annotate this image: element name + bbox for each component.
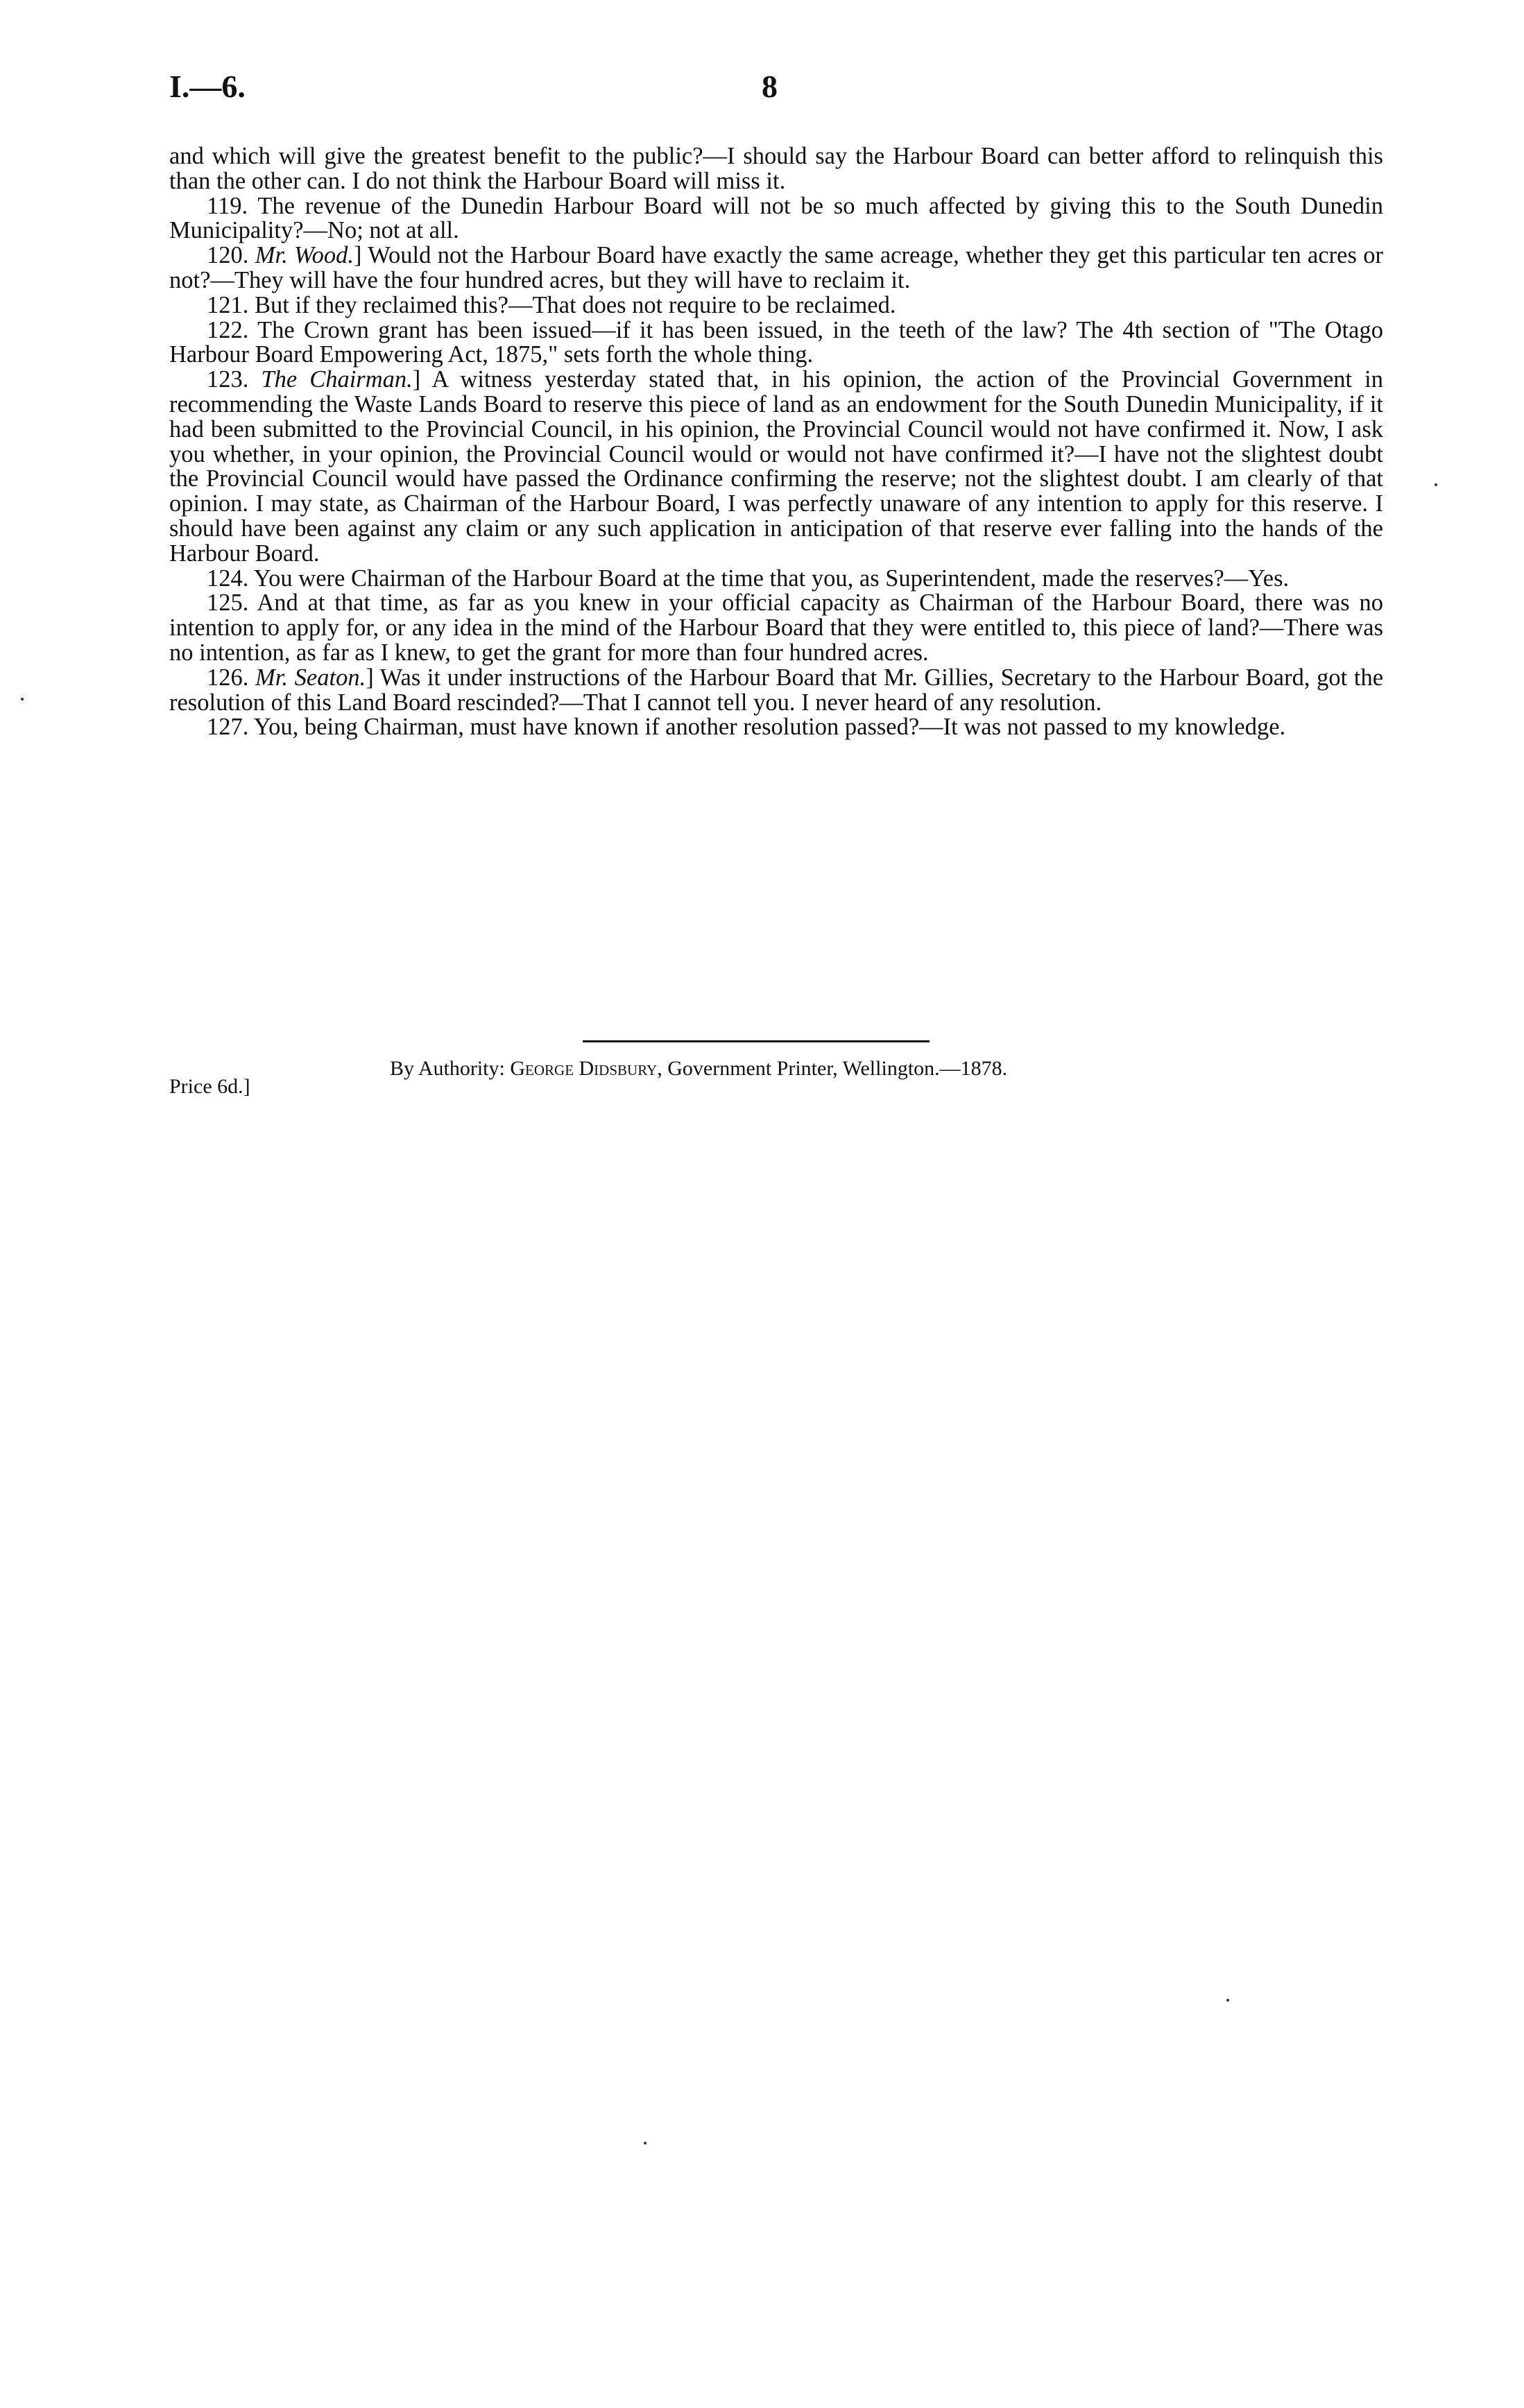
- paragraph-120: [169, 243, 1383, 293]
- paragraph-number: 123.: [207, 366, 249, 393]
- price-note: Price 6d.]: [169, 1075, 250, 1098]
- paragraph-text: ] Would not the Harbour Board have exactly the same acreage, whether they get this particular ten acres or not?—They will have the four hundred acres, but they will have to reclaim it.: [169, 242, 1384, 293]
- paragraph-number: 120.: [207, 242, 249, 269]
- paragraph-continuation: and which will give the greatest benefit to the public?—I should say the Harbour Board can better afford to relinquish this than the other can. I do not think the Harbour Board will miss it.: [169, 143, 1383, 194]
- paragraph-125: 125. And at that time, as far as you knew in your official capacity as Chairman of the Harbour Board, there was no intention to apply for, or any idea in the mind of the Harbour Board that they were entitled to, this piece of land?—There was no intention, as far as I knew, to get the grant for more than four hundred acres.: [169, 590, 1383, 666]
- paragraph-number: 126.: [207, 664, 249, 691]
- paragraph-127: 127. You, being Chairman, must have known if another resolution passed?—It was not passed to my knowledge.: [207, 714, 1286, 741]
- section-reference: I.—6.: [169, 69, 246, 104]
- page-number: 8: [762, 69, 778, 104]
- paragraph-126: [169, 666, 1383, 716]
- paragraph-122: 122. The Crown grant has been issued—if it has been issued, in the teeth of the law? The 4th section of "The Otago Harbour Board Empowering Act, 1875," sets forth the whole thing.: [169, 316, 1383, 368]
- speaker-name: Mr. Wood.: [255, 242, 354, 269]
- footer-divider: [583, 1040, 930, 1042]
- paragraph-124: 124. You were Chairman of the Harbour Board at the time that you, as Superintendent, made the reserves?—Yes.: [207, 565, 1290, 592]
- printer-name: George Didsbury: [510, 1057, 658, 1080]
- paragraph-123: [169, 368, 1383, 566]
- speaker-name: The Chairman.: [261, 366, 413, 393]
- scan-speck: [1435, 483, 1437, 486]
- imprint-suffix: , Government Printer, Wellington.—1878.: [657, 1057, 1008, 1080]
- speaker-name: Mr. Seaton.: [255, 664, 366, 691]
- paragraph-119: 119. The revenue of the Dunedin Harbour Board will not be so much affected by giving this to the South Dunedin Municipality?—No; not at all.: [169, 192, 1383, 244]
- paragraph-text: ] Was it under instructions of the Harbour Board that Mr. Gillies, Secretary to the Harbour Board, got the resolution of this Land Board rescinded?—That I cannot tell you. I never heard of any resolution.: [169, 664, 1384, 716]
- imprint-prefix: By Authority:: [390, 1057, 511, 1080]
- scan-speck: [1226, 1999, 1229, 2002]
- scan-speck: [21, 698, 24, 700]
- scan-speck: [644, 2142, 647, 2144]
- testimony-body: [169, 144, 1383, 740]
- paragraph-text: ] A witness yesterday stated that, in his opinion, the action of the Provincial Government in recommending the Waste Lands Board to reserve this piece of land as an endowment for the South Dunedin Municipality, if it had been submitted to the Provincial Council, in his opinion, the Provincial Council would not have confirmed it. Now, I ask you whether, in your opinion, the Provincial Council would or would not have confirmed it?—I have not the slightest doubt the Provincial Council would have passed the Ordinance confirming the reserve; not the slightest doubt. I am clearly of that opinion. I may state, as Chairman of the Harbour Board, I was perfectly unaware of any intention to apply for this reserve. I should have been against any claim or any such application in anticipation of that reserve ever falling into the hands of the Harbour Board.: [169, 366, 1384, 567]
- printer-imprint: [390, 1057, 1007, 1081]
- paragraph-121: 121. But if they reclaimed this?—That does not require to be reclaimed.: [207, 291, 896, 318]
